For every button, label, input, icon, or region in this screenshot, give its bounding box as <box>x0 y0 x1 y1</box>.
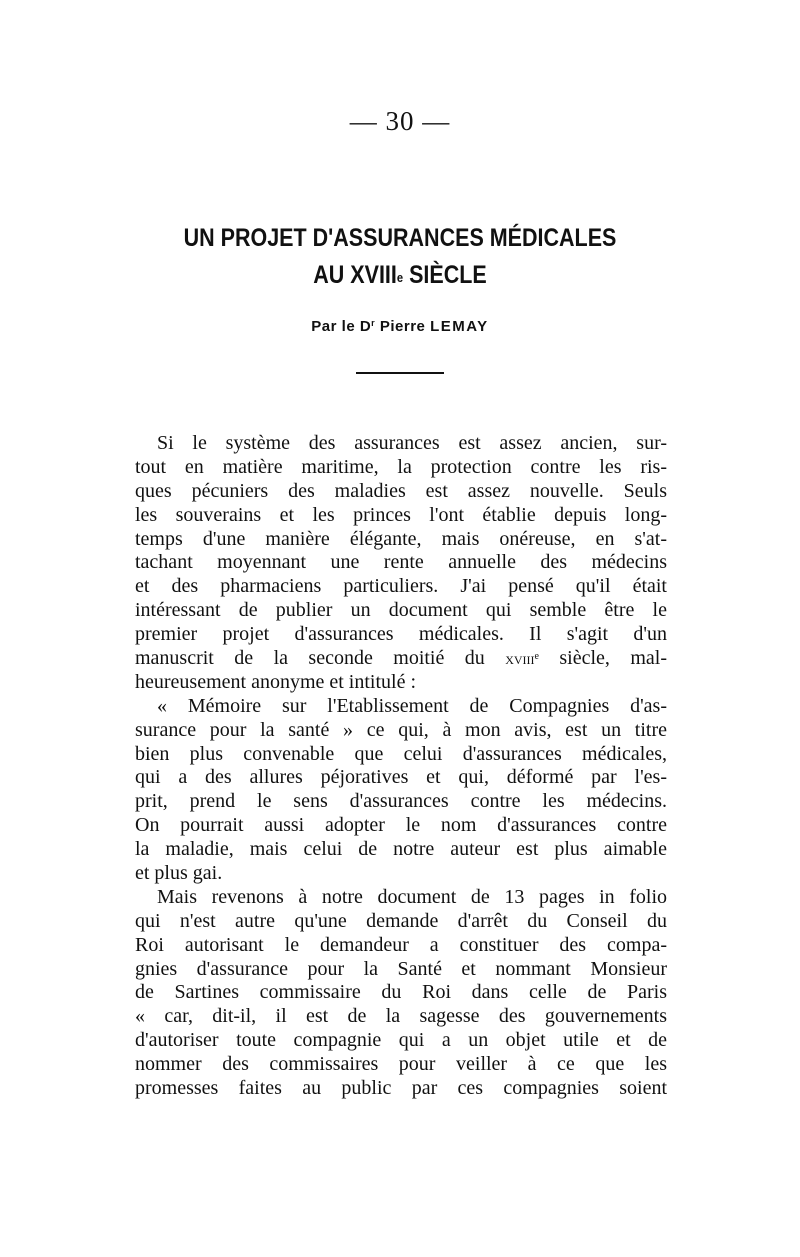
byline-title-suffix: r <box>371 318 376 328</box>
text-line: d'autoriser toute compagnie qui a un objet utile et de <box>135 1029 667 1052</box>
article-body <box>135 432 667 1101</box>
text-line: « car, dit-il, il est de la sagesse des gouvernements <box>135 1005 667 1028</box>
century-suffix: e <box>534 651 539 663</box>
author-byline <box>0 318 800 335</box>
text-line: qui a des allures péjoratives et qui, déformé par l'es- <box>135 766 667 789</box>
byline-prefix: Par le D <box>311 318 372 335</box>
text-line: heureusement anonyme et intitulé : <box>135 670 417 693</box>
byline-first-name: Pierre <box>375 318 431 335</box>
title-line-1: UN PROJET D'ASSURANCES MÉDICALES <box>183 224 617 252</box>
text-line: tout en matière maritime, la protection contre les ris- <box>135 455 667 478</box>
title-line-2 <box>56 257 744 294</box>
title-separator-rule <box>356 372 444 374</box>
text-line: « Mémoire sur l'Etablissement de Compagnies d'as- <box>157 694 667 717</box>
text-segment: siècle, mal- <box>538 647 667 670</box>
text-line: Roi autorisant le demandeur a constituer des compa- <box>135 933 667 956</box>
text-line: bien plus convenable que celui d'assurances médicales, <box>135 742 667 765</box>
byline-surname: LEMAY <box>430 318 489 335</box>
title-century-suffix: e <box>396 270 404 285</box>
text-line: premier projet d'assurances médicales. Il s'agit d'un <box>135 623 667 646</box>
text-line: et des pharmaciens particuliers. J'ai pensé qu'il était <box>135 575 667 598</box>
title-century: AU XVIII <box>313 261 397 289</box>
text-line: ques pécuniers des maladies est assez nouvelle. Seuls <box>135 479 667 502</box>
text-line: nommer des commissaires pour veiller à ce que les <box>135 1053 667 1076</box>
text-line <box>135 647 667 671</box>
text-line: tachant moyennant une rente annuelle des médecins <box>135 551 667 574</box>
text-line: temps d'une manière élégante, mais onéreuse, en s'at- <box>135 527 667 550</box>
text-line: surance pour la santé » ce qui, à mon avis, est un titre <box>135 718 667 741</box>
article-title <box>56 220 744 294</box>
text-line: les souverains et les princes l'ont établie depuis long- <box>135 503 667 526</box>
text-line: qui n'est autre qu'une demande d'arrêt du Conseil du <box>135 909 667 932</box>
page-number: — 30 — <box>349 106 451 136</box>
century-small-caps: xviii <box>505 649 535 669</box>
text-line: gnies d'assurance pour la Santé et nommant Monsieur <box>135 957 667 980</box>
text-line: Mais revenons à notre document de 13 pages in folio <box>157 885 667 908</box>
text-line: intéressant de publier un document qui semble être le <box>135 599 667 622</box>
text-segment: manuscrit de la seconde moitié du <box>135 647 506 670</box>
text-line: la maladie, mais celui de notre auteur est plus aimable <box>135 838 667 861</box>
text-line: de Sartines commissaire du Roi dans celle de Paris <box>135 981 667 1004</box>
title-siecle: SIÈCLE <box>403 261 487 289</box>
text-line: prit, prend le sens d'assurances contre les médecins. <box>135 790 667 813</box>
text-line: Si le système des assurances est assez ancien, sur- <box>157 432 667 454</box>
text-line: et plus gai. <box>135 862 223 885</box>
text-line: On pourrait aussi adopter le nom d'assurances contre <box>135 814 667 837</box>
text-line: promesses faites au public par ces compagnies soient <box>135 1077 667 1100</box>
